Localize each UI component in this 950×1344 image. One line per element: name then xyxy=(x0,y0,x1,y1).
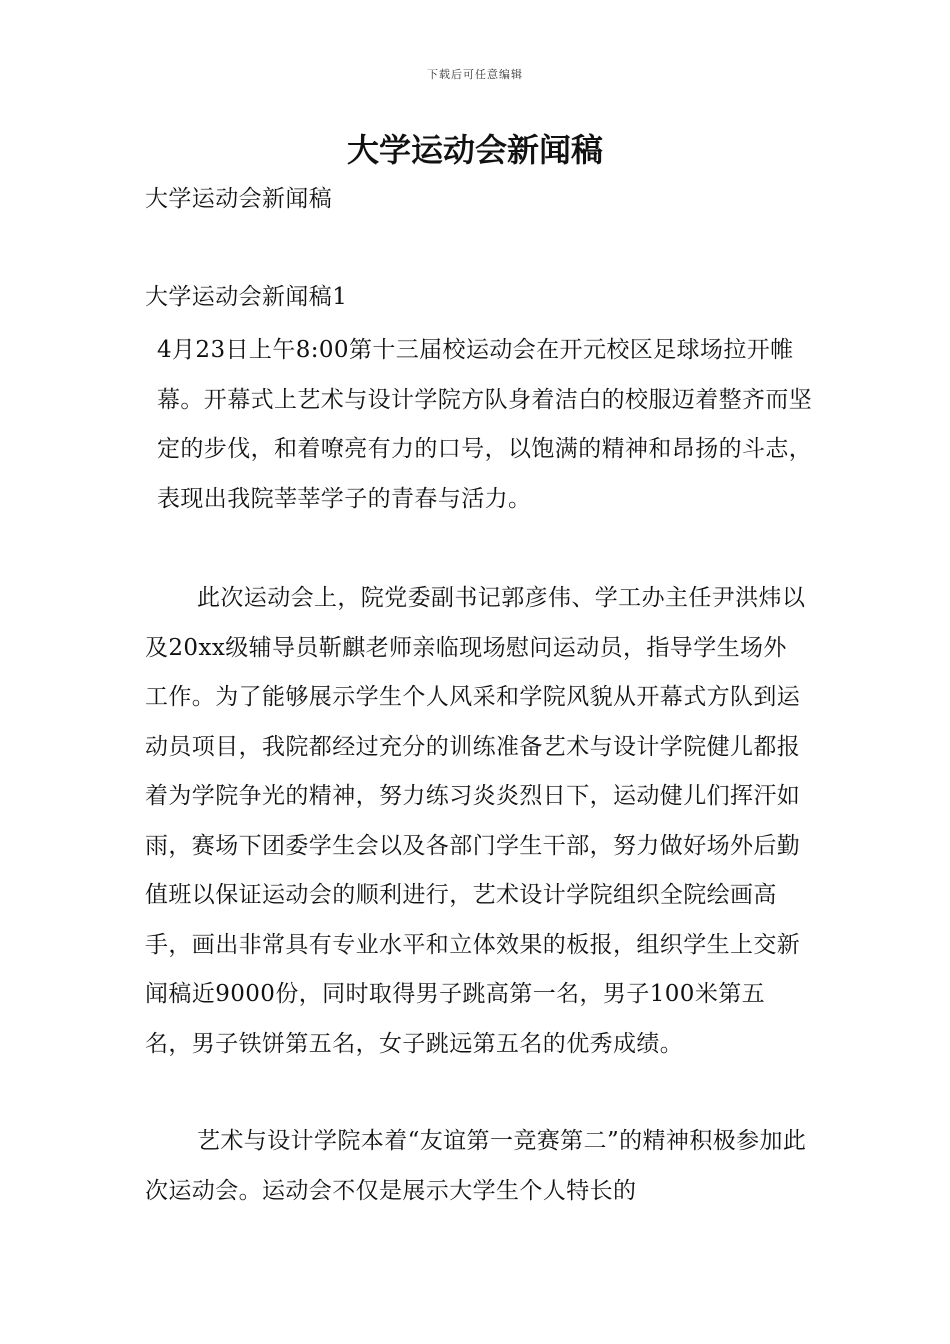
paragraph-3: 艺术与设计学院本着“友谊第一竞赛第二”的精神积极参加此次运动会。运动会不仅是展示大学生个人特长的 xyxy=(145,1128,807,1204)
document-subtitle: 大学运动会新闻稿 xyxy=(145,186,333,212)
paragraph-1: 4月23日上午8:00第十三届校运动会在开元校区足球场拉开帷幕。开幕式上艺术与设计学院方队身着洁白的校服迈着整齐而坚定的步伐，和着嘹亮有力的口号，以饱满的精神和昂扬的斗志，表现出我院莘莘学子的青春与活力。 xyxy=(157,337,813,512)
header-note: 下载后可任意编辑 xyxy=(427,68,523,81)
page-title: 大学运动会新闻稿 xyxy=(346,131,603,169)
section-title: 大学运动会新闻稿1 xyxy=(145,284,348,310)
paragraph-2: 此次运动会上，院党委副书记郭彦伟、学工办主任尹洪炜以及20xx级辅导员靳麒老师亲临现场慰问运动员，指导学生场外工作。为了能够展示学生个人风采和学院风貌从开幕式方队到运动员项目，我院都经过充分的训练准备艺术与设计学院健儿都报着为学院争光的精神，努力练习炎炎烈日下，运动健儿们挥汗如雨，赛场下团委学生会以及各部门学生干部，努力做好场外后勤值班以保证运动会的顺利进行，艺术设计学院组织全院绘画高手，画出非常具有专业水平和立体效果的板报，组织学生上交新闻稿近9000份，同时取得男子跳高第一名，男子100米第五名，男子铁饼第五名，女子跳远第五名的优秀成绩。 xyxy=(145,585,806,1057)
